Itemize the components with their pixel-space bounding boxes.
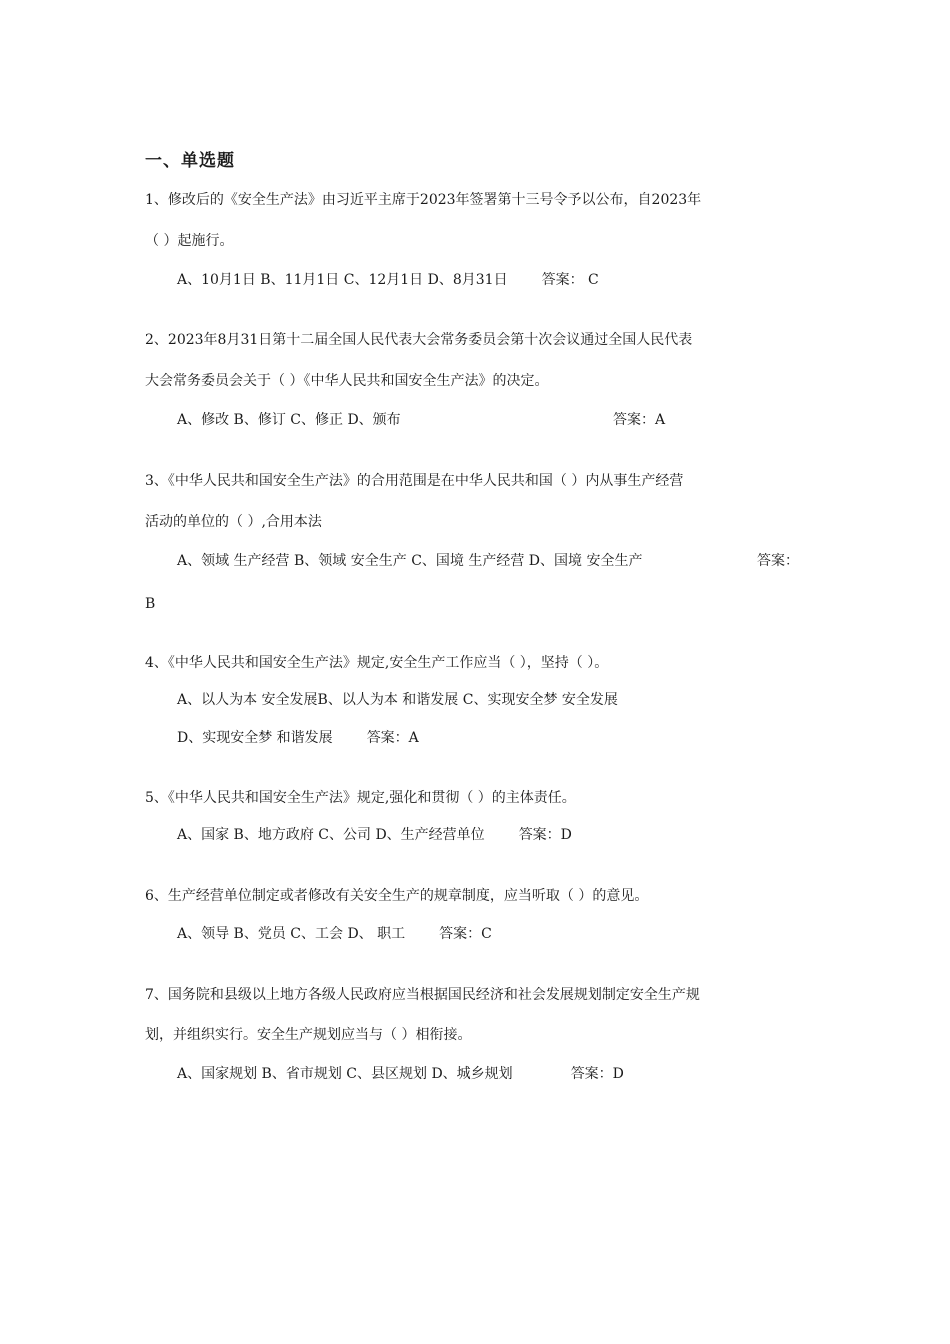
question-7-text-line2: 划，并组织实行。安全生产规划应当与（ ）相衔接。 [145,1027,472,1043]
question-4-answer: 答案：A [366,730,419,746]
question-3-text-line2: 活动的单位的（ ）,合用本法 [145,514,322,530]
question-3-answer: 答案： [757,553,799,569]
question-7-text-line1: 7、国务院和县级以上地方各级人民政府应当根据国民经济和社会发展规划制定安全生产规 [145,987,700,1003]
question-1-options-text: A、10月1日 B、11月1日 C、12月1日 D、8月31日 [177,272,508,288]
question-1-answer: 答案： C [541,272,599,288]
question-7-options [177,1064,624,1084]
question-1-text-line2: （ ）起施行。 [145,233,234,249]
question-2-text-line2: 大会常务委员会关于（ ）《中华人民共和国安全生产法》的决定。 [145,373,549,389]
question-3-options: A、领域 生产经营 B、领域 安全生产 C、国境 生产经营 D、国境 安全生产 [177,553,643,569]
question-7-options-text: A、国家规划 B、省市规划 C、县区规划 D、城乡规划 [177,1066,513,1082]
question-3-text-line1: 3、《中华人民共和国安全生产法》的合用范围是在中华人民共和国（ ）内从事生产经营 [145,473,684,489]
section-title: 一、单选题 [145,151,235,171]
question-7-answer: 答案：D [570,1066,624,1082]
question-2-options-text: A、修改 B、修订 C、修正 D、颁布 [177,412,401,428]
question-2-text-line1: 2、2023年8月31日第十二届全国人民代表大会常务委员会第十次会议通过全国人民代表 [145,332,693,348]
question-5-text-line1: 5、《中华人民共和国安全生产法》规定,强化和贯彻（ ）的主体责任。 [145,790,576,806]
question-2-answer: 答案：A [613,412,666,428]
question-1-text-line1: 1、修改后的《安全生产法》由习近平主席于2023年签署第十三号令予以公布，自2023年 [145,192,702,208]
question-3-answer-continued: B [145,596,156,612]
question-4-options-line2 [177,728,419,748]
question-5-answer: 答案：D [518,827,572,843]
question-4-text-line1: 4、《中华人民共和国安全生产法》规定,安全生产工作应当（ ），坚持（ ）。 [145,655,609,671]
question-6-options-text: A、领导 B、党员 C、工会 D、 职工 [177,926,406,942]
question-5-options [177,825,572,845]
question-6-text-line1: 6、生产经营单位制定或者修改有关安全生产的规章制度，应当听取（ ）的意见。 [145,888,649,904]
question-4-options-line1: A、以人为本 安全发展B、以人为本 和谐发展 C、实现安全梦 安全发展 [177,692,618,708]
question-4-options-text2: D、实现安全梦 和谐发展 [177,730,333,746]
question-1-options [177,270,599,290]
question-5-options-text: A、国家 B、地方政府 C、公司 D、生产经营单位 [177,827,485,843]
question-6-options [177,924,492,944]
question-2-options [177,410,401,430]
question-6-answer: 答案：C [439,926,492,942]
